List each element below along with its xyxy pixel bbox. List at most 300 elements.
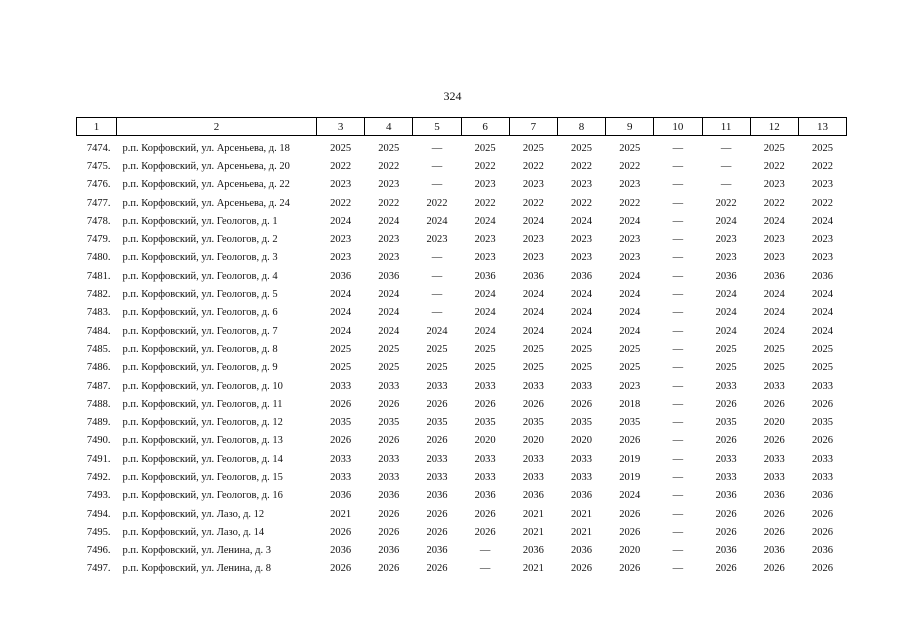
row-value-col-13: 2025 [811, 362, 833, 374]
row-value-col-9: 2019 [619, 453, 641, 465]
row-value-col-8: 2036 [571, 270, 593, 282]
row-value-col-13: 2025 [811, 343, 833, 355]
row-value-col-10: — [672, 398, 684, 410]
row-value-col-6: 2023 [474, 252, 496, 264]
row-value-col-5: 2026 [426, 508, 448, 520]
row-value-col-6: 2033 [474, 380, 496, 392]
row-value-col-10: — [672, 545, 684, 557]
table-row [77, 157, 847, 175]
row-value-col-9: 2026 [619, 508, 641, 520]
column-header-12: 12 [750, 118, 798, 136]
row-value-col-4: 2024 [378, 307, 400, 319]
row-value-col-7: 2021 [522, 508, 544, 520]
row-value-col-8: 2024 [571, 325, 593, 337]
row-value-col-3: 2036 [330, 270, 352, 282]
row-value-col-11: 2023 [715, 234, 737, 246]
row-value-col-4: 2025 [378, 142, 400, 154]
row-value-col-11: 2024 [715, 325, 737, 337]
row-value-col-11: — [720, 160, 732, 172]
row-number: 7479. [86, 234, 111, 246]
row-value-col-13: 2023 [811, 179, 833, 191]
row-value-col-12: 2033 [763, 380, 785, 392]
table-row [77, 542, 847, 560]
row-value-col-7: 2024 [522, 307, 544, 319]
row-value-col-12: 2025 [763, 142, 785, 154]
row-value-col-6: 2024 [474, 325, 496, 337]
row-value-col-13: 2023 [811, 252, 833, 264]
row-value-col-13: 2026 [811, 563, 833, 575]
row-value-col-10: — [672, 160, 684, 172]
row-value-col-8: 2023 [571, 252, 593, 264]
row-value-col-11: 2025 [715, 362, 737, 374]
row-value-col-9: 2019 [619, 471, 641, 483]
row-value-col-3: 2033 [330, 471, 352, 483]
row-value-col-11: 2036 [715, 490, 737, 502]
row-number: 7487. [86, 380, 111, 392]
row-value-col-8: 2025 [571, 142, 593, 154]
table-row [77, 523, 847, 541]
row-value-col-10: — [672, 435, 684, 447]
row-value-col-5: 2025 [426, 362, 448, 374]
row-value-col-10: — [672, 307, 684, 319]
table-row [77, 249, 847, 267]
row-value-col-4: 2035 [378, 417, 400, 429]
row-value-col-6: 2026 [474, 398, 496, 410]
table-row [77, 413, 847, 431]
row-value-col-4: 2024 [378, 215, 400, 227]
row-value-col-11: — [720, 142, 732, 154]
row-value-col-4: 2024 [378, 325, 400, 337]
row-value-col-6: 2022 [474, 197, 496, 209]
row-value-col-12: 2036 [763, 490, 785, 502]
row-value-col-3: 2035 [330, 417, 352, 429]
row-value-col-5: 2025 [426, 343, 448, 355]
row-value-col-4: 2022 [378, 197, 400, 209]
row-value-col-7: 2025 [522, 343, 544, 355]
row-value-col-12: 2023 [763, 234, 785, 246]
row-value-col-8: 2036 [571, 545, 593, 557]
row-value-col-5: — [431, 307, 443, 319]
row-value-col-7: 2033 [522, 453, 544, 465]
table-row [77, 340, 847, 358]
row-value-col-4: 2033 [378, 453, 400, 465]
row-value-col-10: — [672, 197, 684, 209]
row-value-col-3: 2036 [330, 490, 352, 502]
row-number: 7494. [86, 508, 111, 520]
row-value-col-8: 2033 [571, 380, 593, 392]
row-number: 7493. [86, 490, 111, 502]
row-value-col-6: 2033 [474, 453, 496, 465]
row-value-col-7: 2020 [522, 435, 544, 447]
row-address: р.п. Корфовский, ул. Геологов, д. 9 [122, 362, 278, 374]
row-value-col-4: 2036 [378, 270, 400, 282]
page-number: 324 [443, 89, 462, 103]
table-row [77, 267, 847, 285]
row-value-col-9: 2022 [619, 160, 641, 172]
row-value-col-11: 2024 [715, 307, 737, 319]
row-value-col-13: 2026 [811, 435, 833, 447]
row-value-col-13: 2026 [811, 508, 833, 520]
row-value-col-6: 2025 [474, 142, 496, 154]
column-header-5: 5 [413, 118, 461, 136]
row-value-col-3: 2025 [330, 362, 352, 374]
row-value-col-5: 2033 [426, 380, 448, 392]
column-header-10: 10 [654, 118, 702, 136]
row-value-col-9: 2035 [619, 417, 641, 429]
row-value-col-8: 2033 [571, 453, 593, 465]
row-value-col-13: 2026 [811, 398, 833, 410]
row-value-col-8: 2036 [571, 490, 593, 502]
row-value-col-6: 2026 [474, 508, 496, 520]
row-value-col-6: — [479, 545, 491, 557]
row-value-col-11: 2033 [715, 380, 737, 392]
row-value-col-13: 2036 [811, 545, 833, 557]
row-value-col-4: 2036 [378, 490, 400, 502]
table-row [77, 432, 847, 450]
row-value-col-5: 2022 [426, 197, 448, 209]
row-value-col-4: 2026 [378, 563, 400, 575]
row-value-col-12: 2024 [763, 325, 785, 337]
row-value-col-3: 2023 [330, 234, 352, 246]
row-address: р.п. Корфовский, ул. Геологов, д. 10 [122, 380, 283, 392]
row-value-col-3: 2024 [330, 215, 352, 227]
row-value-col-13: 2035 [811, 417, 833, 429]
row-value-col-7: 2023 [522, 252, 544, 264]
row-value-col-7: 2022 [522, 197, 544, 209]
row-value-col-10: — [672, 142, 684, 154]
row-value-col-9: 2023 [619, 234, 641, 246]
row-value-col-11: 2026 [715, 526, 737, 538]
row-address: р.п. Корфовский, ул. Геологов, д. 2 [122, 234, 278, 246]
row-value-col-3: 2023 [330, 179, 352, 191]
row-value-col-7: 2026 [522, 398, 544, 410]
row-value-col-9: 2024 [619, 325, 641, 337]
table-row [77, 304, 847, 322]
row-value-col-6: 2020 [474, 435, 496, 447]
column-header-6: 6 [461, 118, 509, 136]
row-value-col-4: 2025 [378, 343, 400, 355]
row-value-col-13: 2036 [811, 490, 833, 502]
row-value-col-4: 2023 [378, 234, 400, 246]
row-value-col-11: 2026 [715, 398, 737, 410]
row-value-col-4: 2023 [378, 252, 400, 264]
row-value-col-13: 2033 [811, 471, 833, 483]
row-address: р.п. Корфовский, ул. Геологов, д. 4 [122, 270, 278, 282]
row-address: р.п. Корфовский, ул. Геологов, д. 5 [122, 289, 278, 301]
table-row [77, 468, 847, 486]
row-value-col-5: 2026 [426, 398, 448, 410]
row-value-col-12: 2036 [763, 545, 785, 557]
row-value-col-10: — [672, 508, 684, 520]
row-value-col-8: 2025 [571, 362, 593, 374]
row-number: 7492. [86, 471, 111, 483]
row-value-col-12: 2020 [763, 417, 785, 429]
row-number: 7482. [86, 289, 111, 301]
row-value-col-13: 2026 [811, 526, 833, 538]
row-value-col-12: 2026 [763, 526, 785, 538]
row-value-col-6: 2025 [474, 343, 496, 355]
row-value-col-7: 2036 [522, 270, 544, 282]
row-value-col-9: 2022 [619, 197, 641, 209]
row-address: р.п. Корфовский, ул. Лазо, д. 14 [122, 526, 265, 538]
column-header-2: 2 [117, 118, 317, 136]
row-value-col-10: — [672, 234, 684, 246]
row-value-col-8: 2023 [571, 179, 593, 191]
row-address: р.п. Корфовский, ул. Геологов, д. 16 [122, 490, 283, 502]
row-value-col-7: 2036 [522, 545, 544, 557]
row-value-col-8: 2033 [571, 471, 593, 483]
row-address: р.п. Корфовский, ул. Геологов, д. 12 [122, 417, 283, 429]
column-header-4: 4 [365, 118, 413, 136]
row-value-col-4: 2025 [378, 362, 400, 374]
row-value-col-12: 2024 [763, 215, 785, 227]
row-value-col-7: 2036 [522, 490, 544, 502]
row-value-col-9: 2024 [619, 307, 641, 319]
row-address: р.п. Корфовский, ул. Арсеньева, д. 22 [122, 179, 290, 191]
row-number: 7489. [86, 417, 111, 429]
row-value-col-8: 2021 [571, 526, 593, 538]
table-body [77, 136, 847, 579]
row-value-col-7: 2023 [522, 179, 544, 191]
row-value-col-9: 2023 [619, 179, 641, 191]
row-value-col-8: 2024 [571, 215, 593, 227]
row-value-col-7: 2022 [522, 160, 544, 172]
row-value-col-3: 2033 [330, 453, 352, 465]
row-value-col-3: 2021 [330, 508, 352, 520]
row-value-col-12: 2023 [763, 179, 785, 191]
row-address: р.п. Корфовский, ул. Лазо, д. 12 [122, 508, 265, 520]
row-value-col-5: — [431, 289, 443, 301]
table-row [77, 395, 847, 413]
row-address: р.п. Корфовский, ул. Геологов, д. 8 [122, 343, 278, 355]
row-value-col-10: — [672, 417, 684, 429]
row-value-col-6: 2024 [474, 215, 496, 227]
row-value-col-5: 2026 [426, 435, 448, 447]
row-value-col-8: 2024 [571, 289, 593, 301]
row-value-col-9: 2024 [619, 289, 641, 301]
row-value-col-12: 2023 [763, 252, 785, 264]
row-value-col-12: 2026 [763, 398, 785, 410]
row-address: р.п. Корфовский, ул. Ленина, д. 8 [122, 563, 272, 575]
table-row [77, 560, 847, 578]
row-value-col-12: 2025 [763, 343, 785, 355]
row-number: 7483. [86, 307, 111, 319]
row-value-col-9: 2025 [619, 362, 641, 374]
row-number: 7477. [86, 197, 111, 209]
row-number: 7497. [86, 563, 111, 575]
row-value-col-13: 2024 [811, 307, 833, 319]
row-value-col-5: 2024 [426, 325, 448, 337]
row-number: 7496. [86, 545, 111, 557]
row-value-col-3: 2024 [330, 325, 352, 337]
row-value-col-8: 2024 [571, 307, 593, 319]
row-value-col-3: 2033 [330, 380, 352, 392]
row-value-col-6: 2024 [474, 289, 496, 301]
row-value-col-9: 2024 [619, 490, 641, 502]
row-value-col-12: 2024 [763, 289, 785, 301]
row-value-col-7: 2024 [522, 289, 544, 301]
row-value-col-5: — [431, 270, 443, 282]
row-value-col-10: — [672, 453, 684, 465]
row-value-col-11: — [720, 179, 732, 191]
row-address: р.п. Корфовский, ул. Арсеньева, д. 24 [122, 197, 290, 209]
row-number: 7495. [86, 526, 111, 538]
row-value-col-7: 2023 [522, 234, 544, 246]
row-value-col-12: 2022 [763, 197, 785, 209]
row-value-col-3: 2022 [330, 160, 352, 172]
row-value-col-13: 2033 [811, 453, 833, 465]
row-value-col-11: 2024 [715, 289, 737, 301]
table-row [77, 194, 847, 212]
row-number: 7488. [86, 398, 111, 410]
row-address: р.п. Корфовский, ул. Геологов, д. 11 [122, 398, 283, 410]
table-row [77, 136, 847, 158]
row-value-col-9: 2026 [619, 526, 641, 538]
row-number: 7481. [86, 270, 111, 282]
row-number: 7491. [86, 453, 111, 465]
row-value-col-6: 2036 [474, 490, 496, 502]
row-value-col-6: 2022 [474, 160, 496, 172]
column-header-13: 13 [798, 118, 846, 136]
row-value-col-10: — [672, 179, 684, 191]
row-value-col-5: 2036 [426, 490, 448, 502]
header-row [77, 118, 847, 136]
row-value-col-9: 2020 [619, 545, 641, 557]
row-value-col-13: 2024 [811, 325, 833, 337]
row-value-col-10: — [672, 362, 684, 374]
row-value-col-7: 2021 [522, 526, 544, 538]
row-value-col-5: 2033 [426, 471, 448, 483]
row-value-col-9: 2025 [619, 142, 641, 154]
row-value-col-10: — [672, 343, 684, 355]
row-value-col-13: 2033 [811, 380, 833, 392]
row-value-col-12: 2022 [763, 160, 785, 172]
row-address: р.п. Корфовский, ул. Арсеньева, д. 18 [122, 142, 290, 154]
row-number: 7478. [86, 215, 111, 227]
row-value-col-12: 2033 [763, 453, 785, 465]
table-row [77, 505, 847, 523]
row-value-col-6: — [479, 563, 491, 575]
row-address: р.п. Корфовский, ул. Геологов, д. 7 [122, 325, 278, 337]
row-value-col-12: 2025 [763, 362, 785, 374]
row-value-col-10: — [672, 490, 684, 502]
schedule-table [76, 117, 847, 578]
row-value-col-4: 2033 [378, 471, 400, 483]
row-value-col-8: 2025 [571, 343, 593, 355]
row-value-col-6: 2035 [474, 417, 496, 429]
row-value-col-11: 2033 [715, 453, 737, 465]
row-value-col-10: — [672, 526, 684, 538]
row-value-col-11: 2026 [715, 563, 737, 575]
table-row [77, 377, 847, 395]
table-row [77, 450, 847, 468]
row-value-col-8: 2026 [571, 563, 593, 575]
row-value-col-4: 2026 [378, 526, 400, 538]
column-header-9: 9 [606, 118, 654, 136]
row-value-col-10: — [672, 270, 684, 282]
row-value-col-11: 2036 [715, 545, 737, 557]
row-value-col-9: 2026 [619, 563, 641, 575]
row-address: р.п. Корфовский, ул. Ленина, д. 3 [122, 545, 272, 557]
row-value-col-4: 2023 [378, 179, 400, 191]
table-row [77, 212, 847, 230]
row-value-col-9: 2023 [619, 252, 641, 264]
table-row [77, 359, 847, 377]
row-number: 7486. [86, 362, 111, 374]
row-value-col-13: 2022 [811, 197, 833, 209]
row-value-col-11: 2022 [715, 197, 737, 209]
row-value-col-11: 2025 [715, 343, 737, 355]
row-value-col-12: 2033 [763, 471, 785, 483]
row-value-col-4: 2022 [378, 160, 400, 172]
row-value-col-5: 2023 [426, 234, 448, 246]
table-row [77, 285, 847, 303]
row-value-col-10: — [672, 471, 684, 483]
row-address: р.п. Корфовский, ул. Геологов, д. 15 [122, 471, 283, 483]
row-number: 7475. [86, 160, 111, 172]
row-value-col-12: 2026 [763, 435, 785, 447]
row-value-col-10: — [672, 380, 684, 392]
row-value-col-6: 2024 [474, 307, 496, 319]
row-value-col-3: 2024 [330, 307, 352, 319]
row-value-col-8: 2023 [571, 234, 593, 246]
row-address: р.п. Корфовский, ул. Геологов, д. 1 [122, 215, 278, 227]
row-value-col-13: 2024 [811, 289, 833, 301]
row-value-col-13: 2024 [811, 215, 833, 227]
row-value-col-3: 2036 [330, 545, 352, 557]
row-value-col-11: 2024 [715, 215, 737, 227]
row-number: 7476. [86, 179, 111, 191]
row-value-col-3: 2026 [330, 563, 352, 575]
row-value-col-10: — [672, 289, 684, 301]
row-value-col-8: 2021 [571, 508, 593, 520]
row-value-col-6: 2023 [474, 234, 496, 246]
row-value-col-12: 2024 [763, 307, 785, 319]
row-value-col-9: 2023 [619, 380, 641, 392]
row-number: 7480. [86, 252, 111, 264]
row-value-col-10: — [672, 215, 684, 227]
row-value-col-3: 2024 [330, 289, 352, 301]
row-value-col-3: 2025 [330, 343, 352, 355]
row-value-col-4: 2026 [378, 398, 400, 410]
row-value-col-4: 2026 [378, 435, 400, 447]
row-number: 7484. [86, 325, 111, 337]
row-value-col-13: 2022 [811, 160, 833, 172]
row-value-col-12: 2026 [763, 508, 785, 520]
row-value-col-3: 2022 [330, 197, 352, 209]
row-value-col-8: 2026 [571, 398, 593, 410]
row-value-col-6: 2033 [474, 471, 496, 483]
row-value-col-4: 2036 [378, 545, 400, 557]
row-value-col-5: 2026 [426, 526, 448, 538]
row-value-col-7: 2025 [522, 142, 544, 154]
row-value-col-3: 2023 [330, 252, 352, 264]
table-row [77, 176, 847, 194]
row-value-col-9: 2025 [619, 343, 641, 355]
table-row [77, 230, 847, 248]
column-header-1: 1 [77, 118, 117, 136]
row-value-col-8: 2035 [571, 417, 593, 429]
row-value-col-7: 2021 [522, 563, 544, 575]
row-value-col-6: 2023 [474, 179, 496, 191]
row-number: 7474. [86, 142, 111, 154]
row-value-col-6: 2026 [474, 526, 496, 538]
row-value-col-3: 2026 [330, 435, 352, 447]
table-row [77, 322, 847, 340]
row-value-col-4: 2024 [378, 289, 400, 301]
row-value-col-5: — [431, 179, 443, 191]
row-value-col-10: — [672, 563, 684, 575]
